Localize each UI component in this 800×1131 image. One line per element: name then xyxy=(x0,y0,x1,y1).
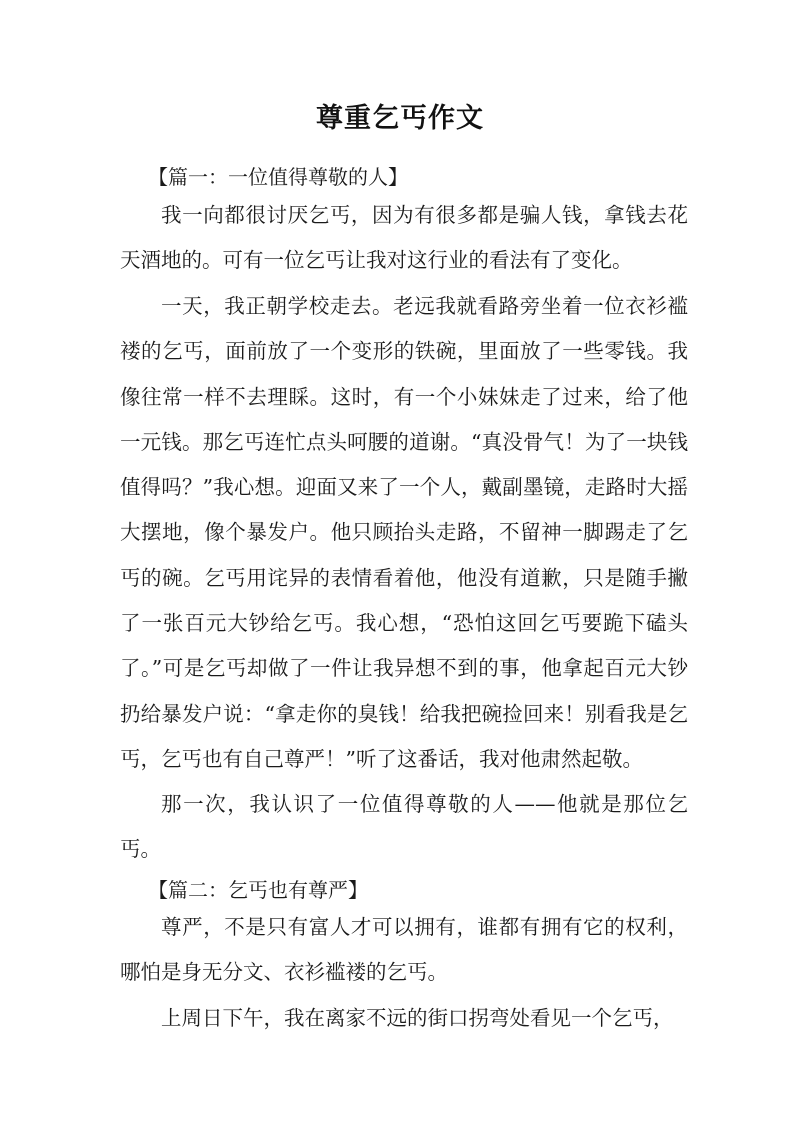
document-title: 尊重乞丐作文 xyxy=(316,103,484,134)
essay1-heading: 【篇一：一位值得尊敬的人】 xyxy=(148,165,408,189)
essay1-paragraph-2: 一天，我正朝学校走去。老远我就看路旁坐着一位衣衫褴褛的乞丐，面前放了一个变形的铁碗，里面放了一些零钱。我像往常一样不去理睬。这时，有一个小妹妹走了过来，给了他一元钱。那乞丐连忙点头呵腰的道谢。“真没骨气！为了一块钱值得吗？”我心想。迎面又来了一个人，戴副墨镜，走路时大摇大摆地，像个暴发户。他只顾抬头走路，不留神一脚踢走了乞丐的碗。乞丐用诧异的表情看着他，他没有道歉，只是随手撇了一张百元大钞给乞丐。我心想，“恐怕这回乞丐要跪下磕头了。”可是乞丐却做了一件让我异想不到的事，他拿起百元大钞扔给暴发户说：“拿走你的臭钱！给我把碗捡回来！别看我是乞丐，乞丐也有自己尊严！”听了这番话，我对他肃然起敬。 xyxy=(120,294,688,771)
essay2-paragraph-2: 上周日下午，我在离家不远的街口拐弯处看见一个乞丐， xyxy=(161,1006,674,1030)
essay1-paragraph-3: 那一次，我认识了一位值得尊敬的人——他就是那位乞丐。 xyxy=(120,792,688,862)
essay2-heading: 【篇二：乞丐也有尊严】 xyxy=(148,878,368,902)
essay2-paragraph-1: 尊严，不是只有富人才可以拥有，谁都有拥有它的权利，哪怕是身无分文、衣衫褴褛的乞丐。 xyxy=(120,915,688,985)
essay1-paragraph-1: 我一向都很讨厌乞丐，因为有很多都是骗人钱，拿钱去花天酒地的。可有一位乞丐让我对这行业的看法有了变化。 xyxy=(120,203,688,273)
